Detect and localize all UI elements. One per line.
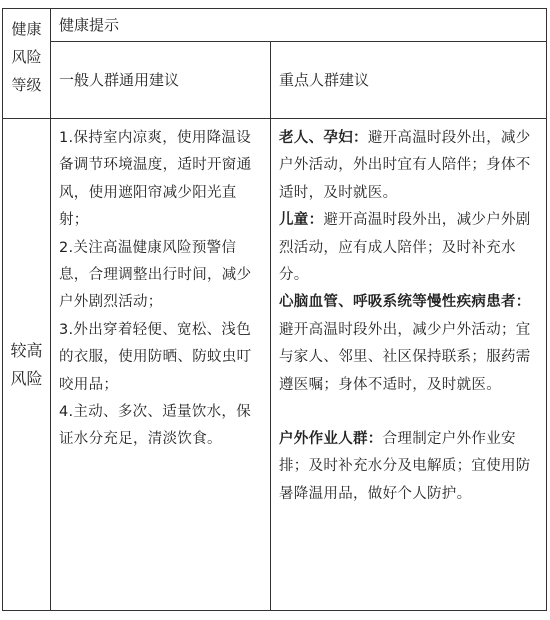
general-advice-item: 4.主动、多次、适量饮水，保证水分充足，清淡饮食。 [59,404,252,448]
health-advice-table [2,8,547,611]
general-advice-item: 3.外出穿着轻便、宽松、浅色的衣服，使用防晒、防蚊虫叮咬用品； [59,321,252,393]
group-text: 合理制定户外作业安排；及时补充水分及电解质；宜使用防暑降温用品，做好个人防护。 [279,431,531,502]
group-text: 避开高温时段外出，减少户外活动；宜与家人、邻里、社区保持联系；服药需遵医嘱；身体不适时，及时就医。 [279,321,531,393]
group-text: 避开高温时段外出，减少户外剧烈活动，应有成人陪伴；及时补充水分。 [279,212,531,284]
key-advice-item [279,426,538,508]
risk-level-cell: 较高 风险 [3,119,51,611]
key-population-header: 重点人群建议 [271,42,547,119]
risk-level-header: 健康 风险 等级 [3,9,51,119]
group-label: 儿童： [279,212,324,229]
general-population-header: 一般人群通用建议 [51,42,271,119]
group-text: 避开高温时段外出，减少户外活动，外出时宜有人陪伴；身体不适时，及时就医。 [279,130,531,201]
key-advice-item [279,125,538,207]
spacer [279,399,538,426]
general-advice-item: 2.关注高温健康风险预警信息，合理调整出行时间，减少户外剧烈活动； [59,239,252,311]
tips-header: 健康提示 [51,9,547,42]
general-advice-cell [51,119,271,611]
group-label: 心脑血管、呼吸系统等慢性疾病患者： [279,294,531,311]
group-label: 老人、孕妇： [279,130,368,146]
key-advice-cell [271,119,547,611]
group-label: 户外作业人群： [279,431,383,448]
key-advice-item [279,207,538,289]
general-advice-item: 1.保持室内凉爽，使用降温设备调节环境温度，适时开窗通风，使用遮阳帘减少阳光直射； [59,130,252,229]
key-advice-item [279,289,538,399]
